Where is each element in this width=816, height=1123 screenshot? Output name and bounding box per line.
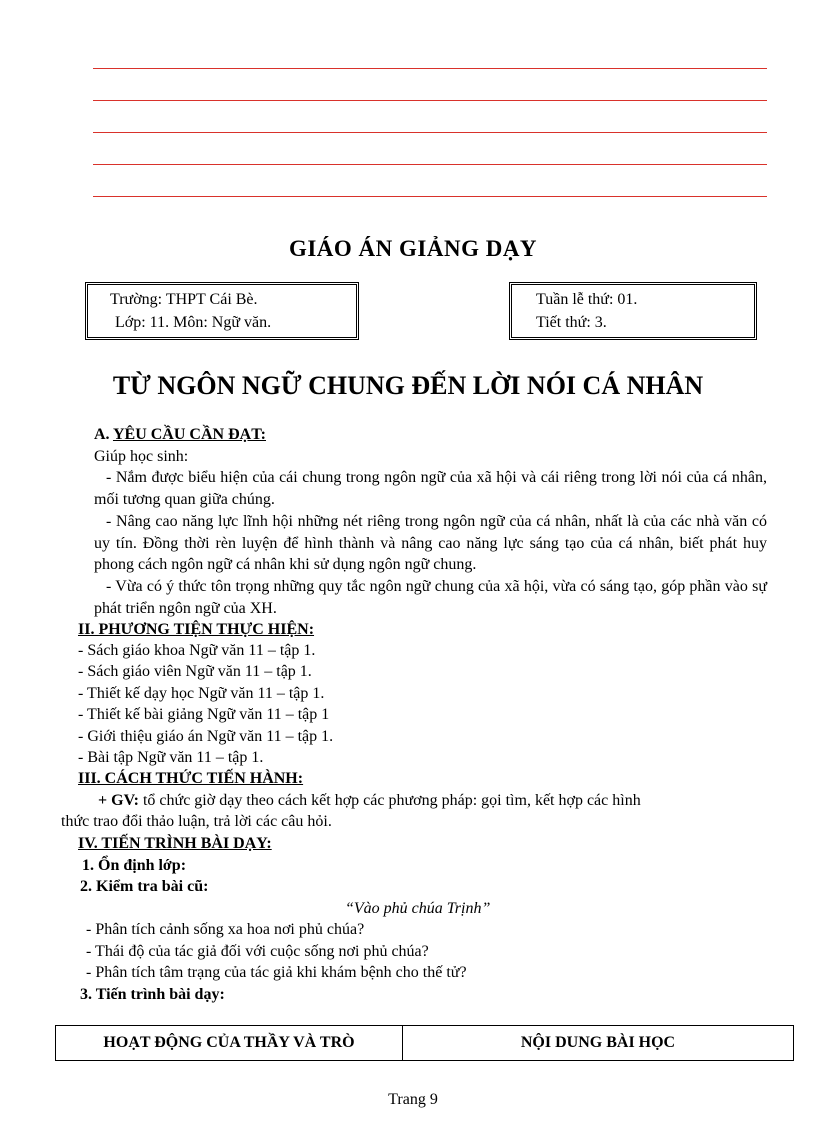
activity-table [55, 1025, 794, 1061]
step-2: 2. Kiểm tra bài cũ: [80, 878, 209, 895]
section-iii-heading: III. CÁCH THỨC TIẾN HÀNH: [78, 770, 304, 787]
gv-label: + GV: [98, 792, 139, 809]
ruled-line [93, 164, 767, 165]
resource-item: - Thiết kế bài giảng Ngữ văn 11 – tập 1 [78, 706, 330, 723]
review-question: - Phân tích cảnh sống xa hoa nơi phủ chúa? [86, 921, 365, 938]
section-a-number: A. [94, 426, 110, 443]
section-a-intro: Giúp học sinh: [94, 448, 189, 465]
section-a-heading [94, 425, 266, 445]
section-a-title: YÊU CẦU CẦN ĐẠT: [112, 426, 266, 443]
schedule-info-box [509, 282, 757, 340]
resource-item: - Giới thiệu giáo án Ngữ văn 11 – tập 1. [78, 728, 334, 745]
resource-item: - Sách giáo khoa Ngữ văn 11 – tập 1. [78, 642, 316, 659]
resource-item: - Sách giáo viên Ngữ văn 11 – tập 1. [78, 663, 312, 680]
resource-item: - Bài tập Ngữ văn 11 – tập 1. [78, 749, 264, 766]
section-ii-heading: II. PHƯƠNG TIỆN THỰC HIỆN: [78, 621, 315, 638]
review-question: - Thái độ của tác giả đối với cuộc sống nơi phủ chúa? [86, 943, 429, 960]
section-a-paragraph: - Nắm được biểu hiện của cái chung trong ngôn ngữ của xã hội và cái riêng trong lời nói của cá nhân, mối tương quan giữa chúng. [94, 469, 767, 508]
ruled-line [93, 68, 767, 69]
period-line: Tiết thứ: 3. [536, 314, 607, 331]
section-iv-heading: IV. TIẾN TRÌNH BÀI DẠY: [78, 835, 272, 852]
gv-line-continued: thức trao đổi thảo luận, trả lời các câu hỏi. [61, 813, 332, 830]
ruled-line [93, 196, 767, 197]
quote-title: “Vào phủ chúa Trịnh” [345, 900, 491, 917]
table-header-content: NỘI DUNG BÀI HỌC [403, 1026, 794, 1061]
school-line: Trường: THPT Cái Bè. [110, 291, 258, 308]
gv-text: tổ chức giờ dạy theo cách kết hợp các phương pháp: gọi tìm, kết hợp các hình [138, 792, 641, 809]
section-a-paragraph: - Nâng cao năng lực lĩnh hội những nét riêng trong ngôn ngữ của cá nhân, nhất là của các nhà văn có uy tín. Đồng thời rèn luyện để hình thành và nâng cao năng lực sáng tạo của cá nhân, biết phát huy phong cách ngôn ngữ cá nhân khi sử dụng ngôn ngữ chung. [94, 513, 767, 573]
resource-item: - Thiết kế dạy học Ngữ văn 11 – tập 1. [78, 685, 325, 702]
section-a-paragraph: - Vừa có ý thức tôn trọng những quy tắc ngôn ngữ chung của xã hội, vừa có sáng tạo, góp phần vào sự phát triển ngôn ngữ của XH. [94, 578, 767, 617]
ruled-line [93, 100, 767, 101]
page-number: Trang 9 [388, 1091, 438, 1108]
school-info-box [85, 282, 359, 340]
ruled-line [93, 132, 767, 133]
step-1: 1. Ổn định lớp: [82, 857, 187, 874]
page-title: GIÁO ÁN GIẢNG DẠY [288, 236, 538, 261]
gv-line [98, 791, 641, 811]
review-question: - Phân tích tâm trạng của tác giả khi khám bệnh cho thế tử? [86, 964, 467, 981]
week-line: Tuần lễ thứ: 01. [536, 291, 638, 308]
table-header-activities: HOẠT ĐỘNG CỦA THẦY VÀ TRÒ [56, 1026, 403, 1061]
class-subject-line: Lớp: 11. Môn: Ngữ văn. [115, 314, 272, 331]
lesson-title: TỪ NGÔN NGỮ CHUNG ĐẾN LỜI NÓI CÁ NHÂN [112, 371, 704, 400]
step-3: 3. Tiến trình bài dạy: [80, 986, 225, 1003]
